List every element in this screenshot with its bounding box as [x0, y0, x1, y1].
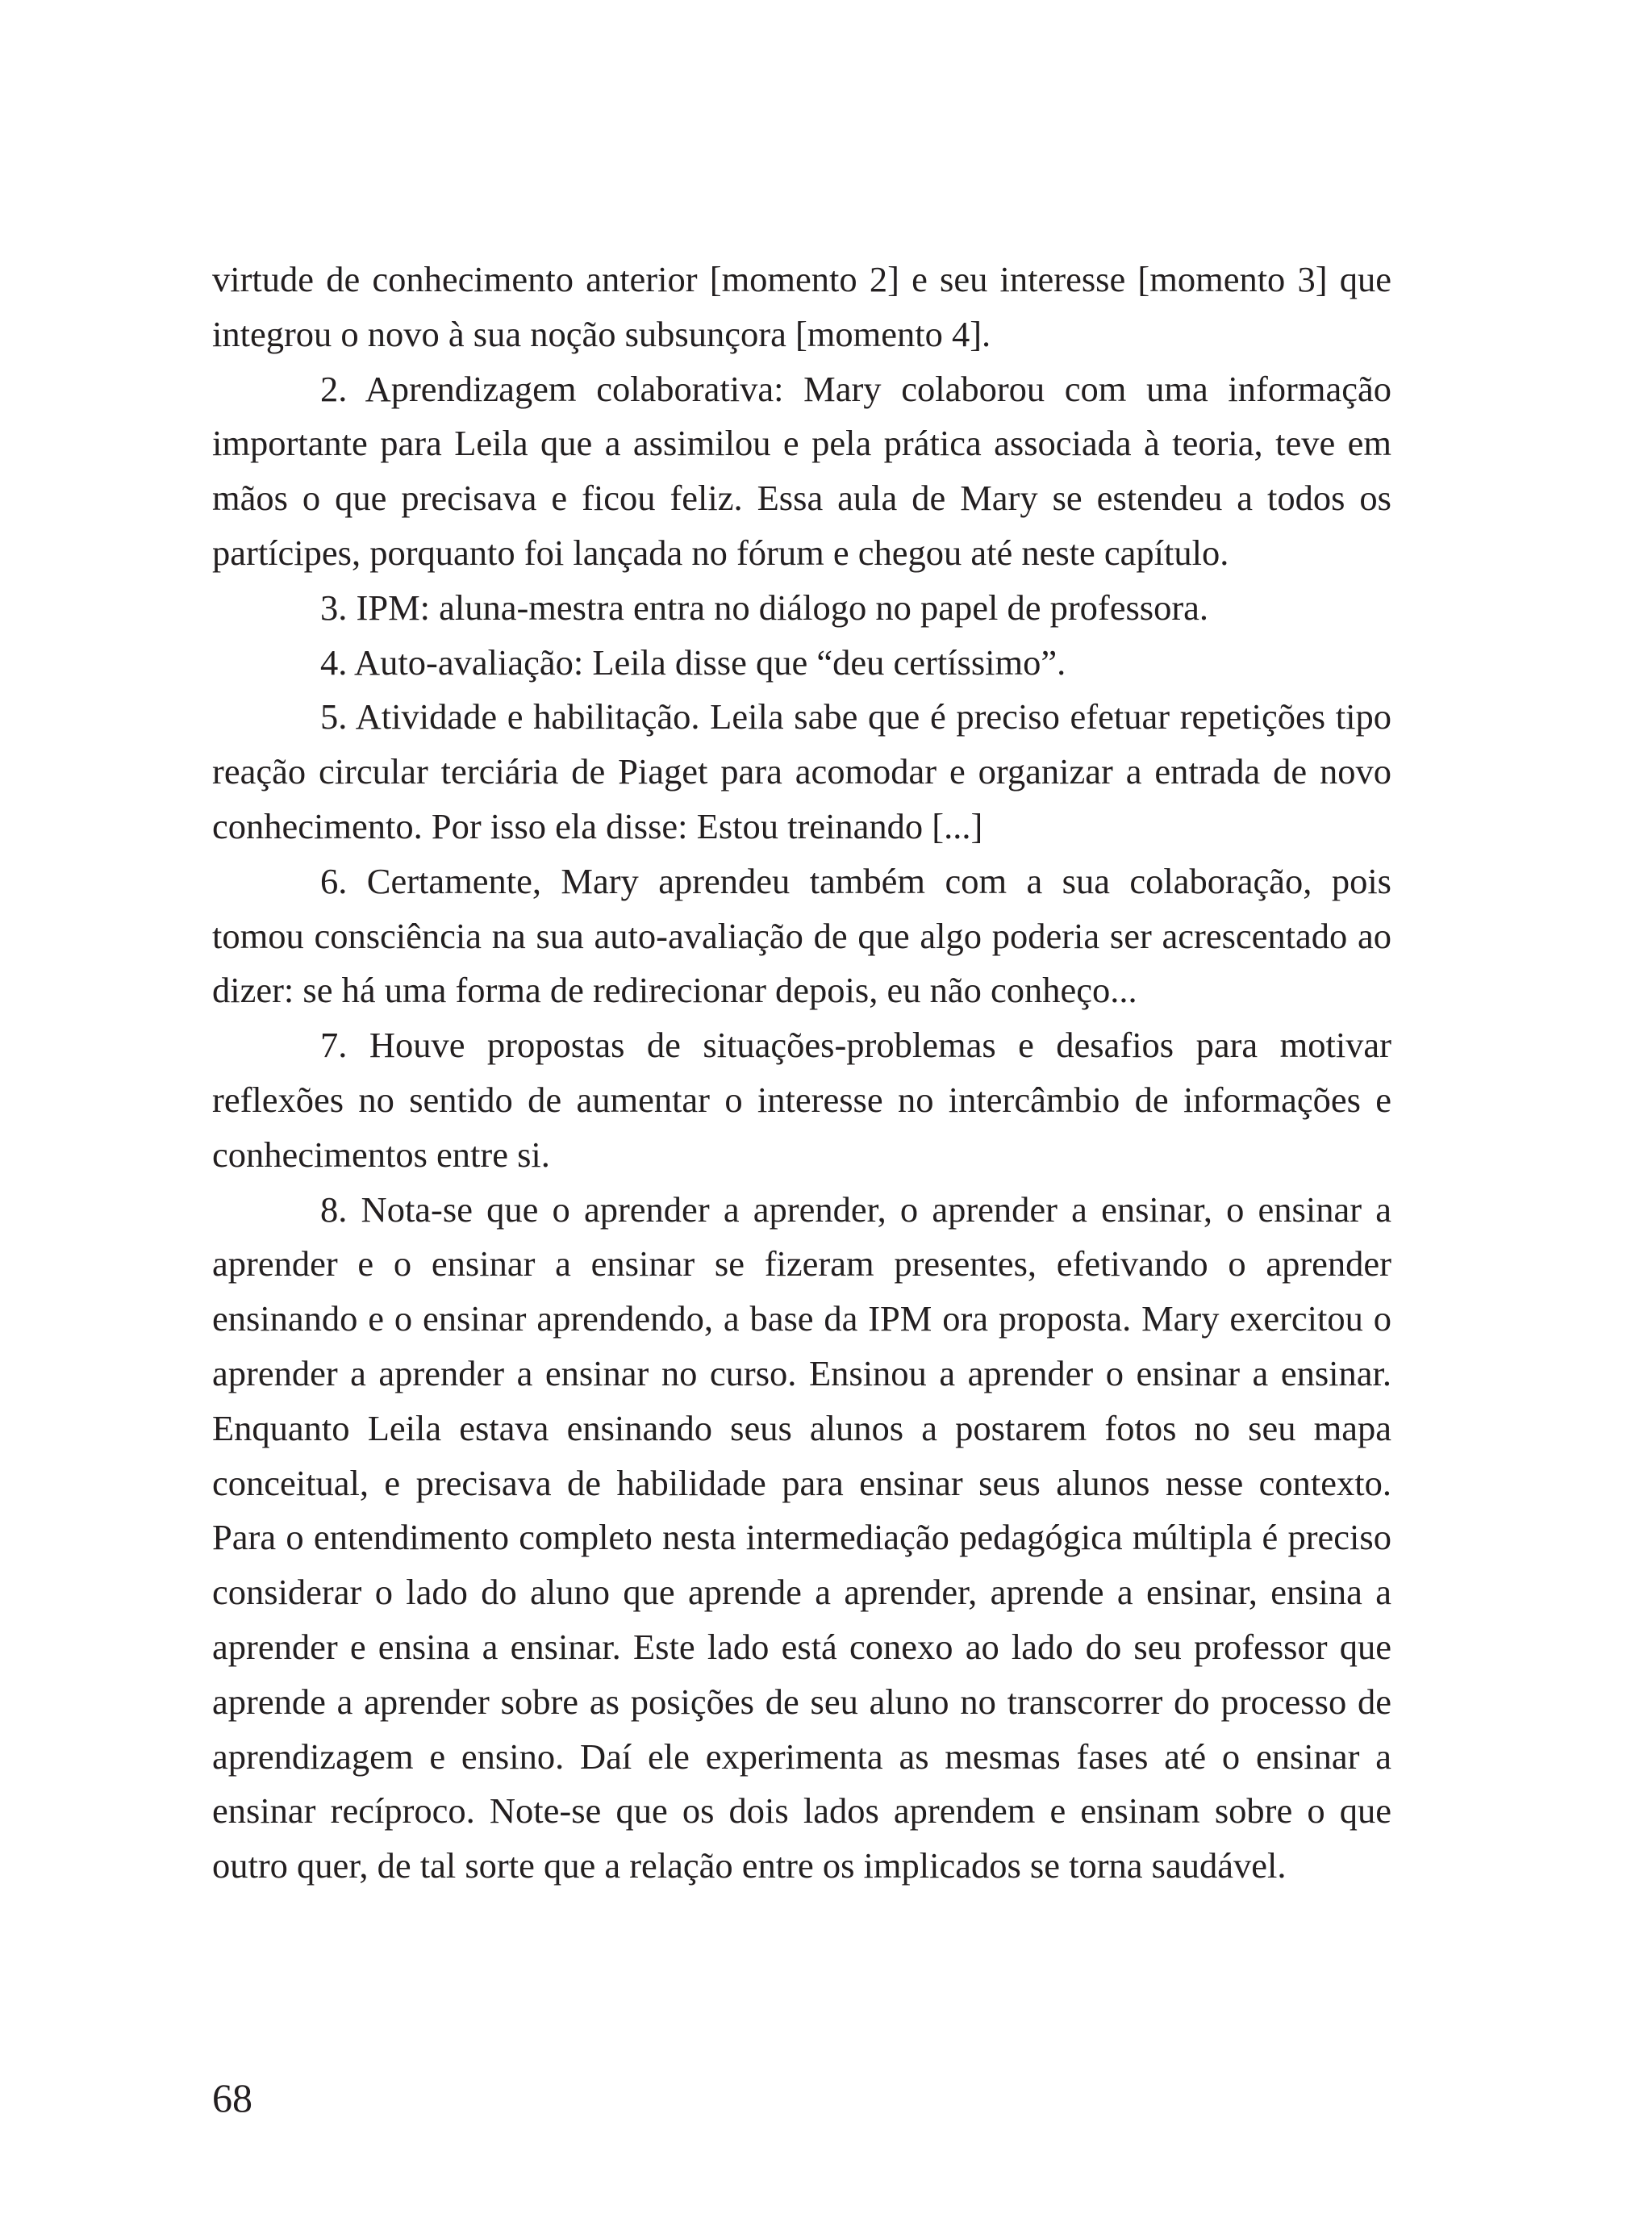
- paragraph-item-6: 6. Certamente, Mary aprendeu também com a sua colaboração, pois tomou consciência na sua auto-avaliação de que algo poderia ser acrescentado ao dizer: se há uma forma de redirecionar depois, eu não conheço...: [212, 860, 1391, 1011]
- paragraph-continuation: virtude de conhecimento anterior [momento 2] e seu interesse [momento 3] que integrou o novo à sua noção subsunçora [momento 4].: [212, 259, 1391, 354]
- page-number: 68: [212, 2075, 252, 2120]
- paragraph-item-2: 2. Aprendizagem colaborativa: Mary colaborou com uma informação importante para Leila que a assimilou e pela prática associada à teoria, teve em mãos o que precisava e ficou feliz. Essa aula de Mary se estendeu a todos os partícipes, porquanto foi lançada no fórum e chegou até neste capítulo.: [212, 368, 1391, 573]
- paragraph-item-5: 5. Atividade e habilitação. Leila sabe que é preciso efetuar repetições tipo reação circular terciária de Piaget para acomodar e organizar a entrada de novo conhecimento. Por isso ela disse: Estou treinando [...]: [212, 696, 1391, 846]
- paragraph-item-8: 8. Nota-se que o aprender a aprender, o aprender a ensinar, o ensinar a aprender e o ensinar a ensinar se fizeram presentes, efetivando o aprender ensinando e o ensinar aprendendo, a base da IPM ora proposta. Mary exercitou o aprender a aprender a ensinar no curso. Ensinou a aprender o ensinar a ensinar. Enquanto Leila estava ensinando seus alunos a postarem fotos no seu mapa conceitual, e precisava de habilidade para ensinar seus alunos nesse contexto. Para o entendimento completo nesta intermediação pedagógica múltipla é preciso considerar o lado do aluno que aprende a aprender, aprende a ensinar, ensina a aprender e ensina a ensinar. Este lado está conexo ao lado do seu professor que aprende a aprender sobre as posições de seu aluno no transcorrer do processo de aprendizagem e ensino. Daí ele experimenta as mesmas fases até o ensinar a ensinar recíproco. Note-se que os dois lados aprendem e ensinam sobre o que outro quer, de tal sorte que a relação entre os implicados se torna saudável.: [212, 1188, 1391, 1886]
- body-text: [212, 253, 1391, 1894]
- paragraph-item-3: 3. IPM: aluna-mestra entra no diálogo no papel de professora.: [320, 587, 1209, 628]
- paragraph-item-4: 4. Auto-avaliação: Leila disse que “deu certíssimo”.: [320, 641, 1066, 683]
- paragraph-item-7: 7. Houve propostas de situações-problemas e desafios para motivar reflexões no sentido de aumentar o interesse no intercâmbio de informações e conhecimentos entre si.: [212, 1025, 1391, 1175]
